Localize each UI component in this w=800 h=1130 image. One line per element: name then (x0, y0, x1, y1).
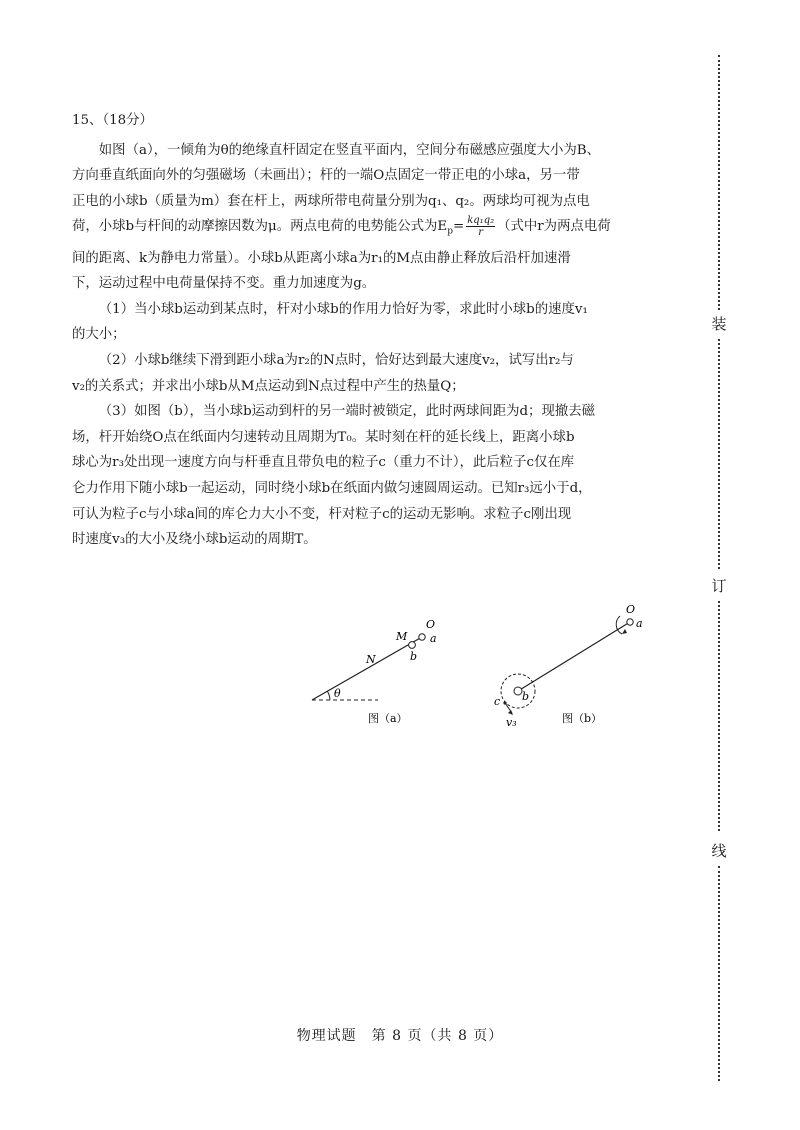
binding-margin (712, 55, 726, 1085)
dotted-line-segment (718, 866, 720, 1081)
rotation-arrow-head (622, 629, 627, 634)
binding-char-zhuang: 装 (711, 315, 727, 333)
formula-denominator: r (478, 227, 484, 239)
formula-text-after: （式中r为两点电荷 (497, 219, 611, 235)
dotted-line-segment (718, 339, 720, 569)
intro-line-formula (72, 214, 667, 245)
question-15 (72, 108, 667, 553)
figure-a (312, 618, 437, 725)
label-theta: θ (334, 687, 341, 700)
potential-energy-fraction (466, 215, 495, 238)
label-b-fig-a: b (410, 650, 418, 663)
label-M: M (396, 630, 408, 643)
part-1-line-1: （1）当小球b运动到某点时，杆对小球b的作用力恰好为零，求此时小球b的速度v₁ (98, 301, 588, 317)
label-a-fig-a: a (430, 632, 437, 645)
question-number-score: 15、（18分） (72, 113, 153, 128)
intro-line-5: 下，运动过程中电荷量保持不变。重力加速度为g。 (72, 276, 376, 292)
dotted-line-segment (718, 55, 720, 310)
caption-fig-a: 图（a） (368, 712, 408, 725)
figures (300, 600, 660, 740)
label-a-fig-b: a (636, 617, 643, 630)
part-3-line-5: 可认为粒子c与小球a间的库仑力大小不变，杆对粒子c的运动无影响。求粒子c刚出现 (72, 506, 572, 522)
part-3-line-2: 场，杆开始绕O点在纸面内匀速转动且周期为T₀。某时刻在杆的延长线上，距离小球b (72, 429, 575, 445)
dotted-line-segment (718, 601, 720, 831)
formula-equals: = (452, 219, 465, 235)
label-b-fig-b: b (522, 690, 530, 703)
intro-line-2: 方向垂直纸面向外的匀强磁场（未画出）；杆的一端O点固定一带正电的小球a，另一带 (72, 168, 580, 184)
part-3-line-3: 球心为r₃处出现一速度方向与杆垂直且带负电的粒子c（重力不计），此后粒子c仅在库 (72, 455, 575, 471)
part-3-line-6: 时速度v₃的大小及绕小球b运动的周期T。 (72, 532, 317, 548)
formula-numerator: kq₁q₂ (467, 215, 495, 227)
part-3-line-4: 仑力作用下随小球b一起运动，同时绕小球b在纸面内做匀速圆周运动。已知r₃远小于d， (72, 480, 592, 496)
label-c: c (494, 695, 501, 708)
ball-b-fig-a (409, 642, 416, 649)
page-footer: 物理试题 第 8 页（共 8 页） (296, 1028, 504, 1044)
intro-line-1: 如图（a），一倾角为θ的绝缘直杆固定在竖直平面内，空间分布磁感应强度大小为B、 (98, 142, 601, 158)
theta-arc (328, 692, 331, 701)
intro-line-4: 间的距离、k为静电力常量）。小球b从距离小球a为r₁的M点由静止释放后沿杆加速滑 (72, 250, 571, 266)
binding-char-ding: 订 (711, 577, 727, 595)
intro-line-3: 正电的小球b（质量为m）套在杆上，两球所带电荷量分别为q₁、q₂。两球均可视为点电 (72, 193, 590, 209)
caption-fig-b: 图（b） (562, 712, 603, 725)
part-3-line-1: （3）如图（b），当小球b运动到杆的另一端时被锁定，此时两球间距为d；现撤去磁 (98, 404, 596, 420)
label-N: N (366, 653, 376, 666)
rotation-arrow-arc (616, 616, 622, 634)
ball-a-fig-a (419, 634, 425, 640)
rod-b (518, 622, 630, 691)
rod-a (312, 637, 422, 700)
label-O-fig-b: O (626, 603, 636, 616)
formula-subscript: p (447, 227, 453, 238)
figure-b (494, 603, 643, 729)
label-O-fig-a: O (426, 618, 436, 631)
ball-a-fig-b (627, 619, 633, 625)
ball-b-fig-b (514, 687, 522, 695)
label-v3: v₃ (506, 716, 517, 729)
part-1-line-2: 的大小； (72, 327, 126, 343)
binding-char-xian: 线 (711, 842, 727, 860)
part-2-line-1: （2）小球b继续下滑到距小球a为r₂的N点时，恰好达到最大速度v₂，试写出r₂与 (98, 353, 574, 369)
part-2-line-2: v₂的关系式；并求出小球b从M点运动到N点过程中产生的热量Q； (72, 378, 465, 394)
formula-text-before: 荷，小球b与杆间的动摩擦因数为μ。两点电荷的电势能公式为E (72, 219, 448, 235)
